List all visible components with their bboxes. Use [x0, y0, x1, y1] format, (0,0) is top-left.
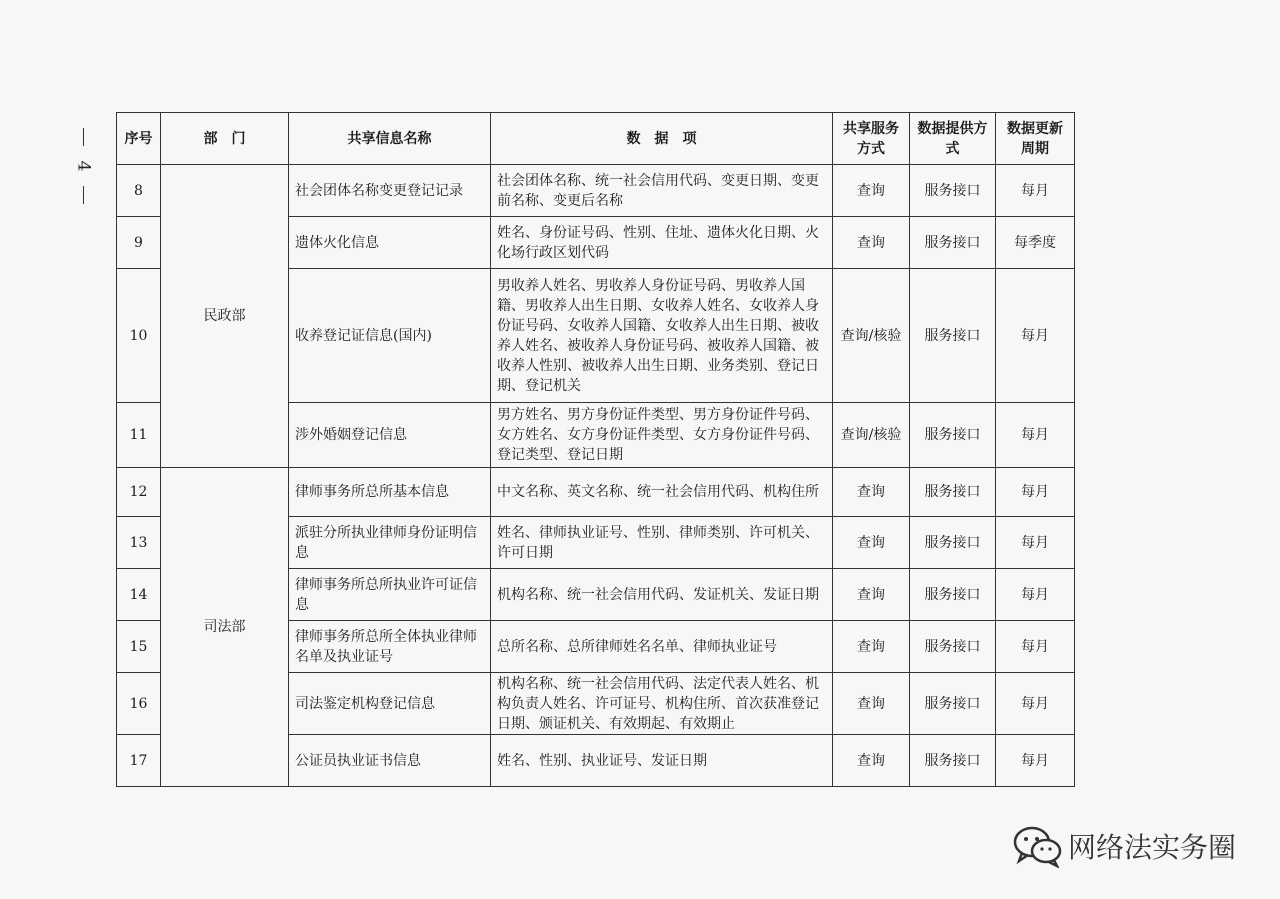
row-number: 16 [117, 673, 161, 735]
row-number: 10 [117, 269, 161, 403]
info-name: 遗体火化信息 [289, 217, 491, 269]
row-number: 12 [117, 468, 161, 517]
update-cycle: 每月 [996, 621, 1075, 673]
update-cycle: 每月 [996, 468, 1075, 517]
header-cell: 部 门 [161, 113, 289, 165]
update-cycle: 每月 [996, 269, 1075, 403]
service-mode: 查询 [833, 621, 910, 673]
service-mode: 查询/核验 [833, 403, 910, 468]
info-name: 涉外婚姻登记信息 [289, 403, 491, 468]
info-name: 律师事务所总所全体执业律师名单及执业证号 [289, 621, 491, 673]
service-mode: 查询 [833, 735, 910, 787]
header-cell: 序号 [117, 113, 161, 165]
header-cell: 数据提供方式 [910, 113, 996, 165]
table-row [117, 165, 1075, 217]
update-cycle: 每月 [996, 735, 1075, 787]
provide-mode: 服务接口 [910, 517, 996, 569]
info-name: 律师事务所总所执业许可证信息 [289, 569, 491, 621]
data-items: 中文名称、英文名称、统一社会信用代码、机构住所 [491, 468, 833, 517]
service-mode: 查询/核验 [833, 269, 910, 403]
provide-mode: 服务接口 [910, 217, 996, 269]
service-mode: 查询 [833, 217, 910, 269]
provide-mode: 服务接口 [910, 403, 996, 468]
update-cycle: 每月 [996, 165, 1075, 217]
row-number: 15 [117, 621, 161, 673]
data-items: 姓名、性别、执业证号、发证日期 [491, 735, 833, 787]
data-items: 姓名、身份证号码、性别、住址、遗体火化日期、火化场行政区划代码 [491, 217, 833, 269]
provide-mode: 服务接口 [910, 569, 996, 621]
row-number: 14 [117, 569, 161, 621]
info-name: 律师事务所总所基本信息 [289, 468, 491, 517]
info-name: 公证员执业证书信息 [289, 735, 491, 787]
update-cycle: 每季度 [996, 217, 1075, 269]
row-number: 17 [117, 735, 161, 787]
header-cell: 数 据 项 [491, 113, 833, 165]
update-cycle: 每月 [996, 403, 1075, 468]
row-number: 11 [117, 403, 161, 468]
department-cell: 民政部 [161, 165, 289, 468]
service-mode: 查询 [833, 165, 910, 217]
data-items: 总所名称、总所律师姓名名单、律师执业证号 [491, 621, 833, 673]
shared-info-table [116, 112, 1075, 787]
provide-mode: 服务接口 [910, 673, 996, 735]
data-items: 机构名称、统一社会信用代码、发证机关、发证日期 [491, 569, 833, 621]
header-cell: 数据更新周期 [996, 113, 1075, 165]
page-number [70, 128, 96, 204]
wechat-icon [1012, 824, 1064, 868]
provide-mode: 服务接口 [910, 468, 996, 517]
table-row [117, 468, 1075, 517]
provide-mode: 服务接口 [910, 165, 996, 217]
update-cycle: 每月 [996, 673, 1075, 735]
service-mode: 查询 [833, 569, 910, 621]
row-number: 13 [117, 517, 161, 569]
service-mode: 查询 [833, 517, 910, 569]
data-items: 男方姓名、男方身份证件类型、男方身份证件号码、女方姓名、女方身份证件类型、女方身份证件号码、登记类型、登记日期 [491, 403, 833, 468]
page-number-value: 4 [72, 160, 93, 172]
service-mode: 查询 [833, 468, 910, 517]
provide-mode: 服务接口 [910, 621, 996, 673]
data-items: 机构名称、统一社会信用代码、法定代表人姓名、机构负责人姓名、许可证号、机构住所、首次获准登记日期、颁证机关、有效期起、有效期止 [491, 673, 833, 735]
service-mode: 查询 [833, 673, 910, 735]
header-cell: 共享信息名称 [289, 113, 491, 165]
update-cycle: 每月 [996, 517, 1075, 569]
info-name: 收养登记证信息(国内) [289, 269, 491, 403]
info-name: 社会团体名称变更登记记录 [289, 165, 491, 217]
data-items: 男收养人姓名、男收养人身份证号码、男收养人国籍、男收养人出生日期、女收养人姓名、女收养人身份证号码、女收养人国籍、女收养人出生日期、被收养人姓名、被收养人身份证号码、被收养人国籍、被收养人性别、被收养人出生日期、业务类别、登记日期、登记机关 [491, 269, 833, 403]
info-name: 派驻分所执业律师身份证明信息 [289, 517, 491, 569]
table-header-row [117, 113, 1075, 165]
provide-mode: 服务接口 [910, 735, 996, 787]
data-items: 姓名、律师执业证号、性别、律师类别、许可机关、许可日期 [491, 517, 833, 569]
watermark-text: 网络法实务圈 [1067, 831, 1236, 864]
row-number: 9 [117, 217, 161, 269]
department-cell: 司法部 [161, 468, 289, 787]
data-items: 社会团体名称、统一社会信用代码、变更日期、变更前名称、变更后名称 [491, 165, 833, 217]
update-cycle: 每月 [996, 569, 1075, 621]
row-number: 8 [117, 165, 161, 217]
header-cell: 共享服务方式 [833, 113, 910, 165]
provide-mode: 服务接口 [910, 269, 996, 403]
watermark [1012, 824, 1236, 868]
info-name: 司法鉴定机构登记信息 [289, 673, 491, 735]
